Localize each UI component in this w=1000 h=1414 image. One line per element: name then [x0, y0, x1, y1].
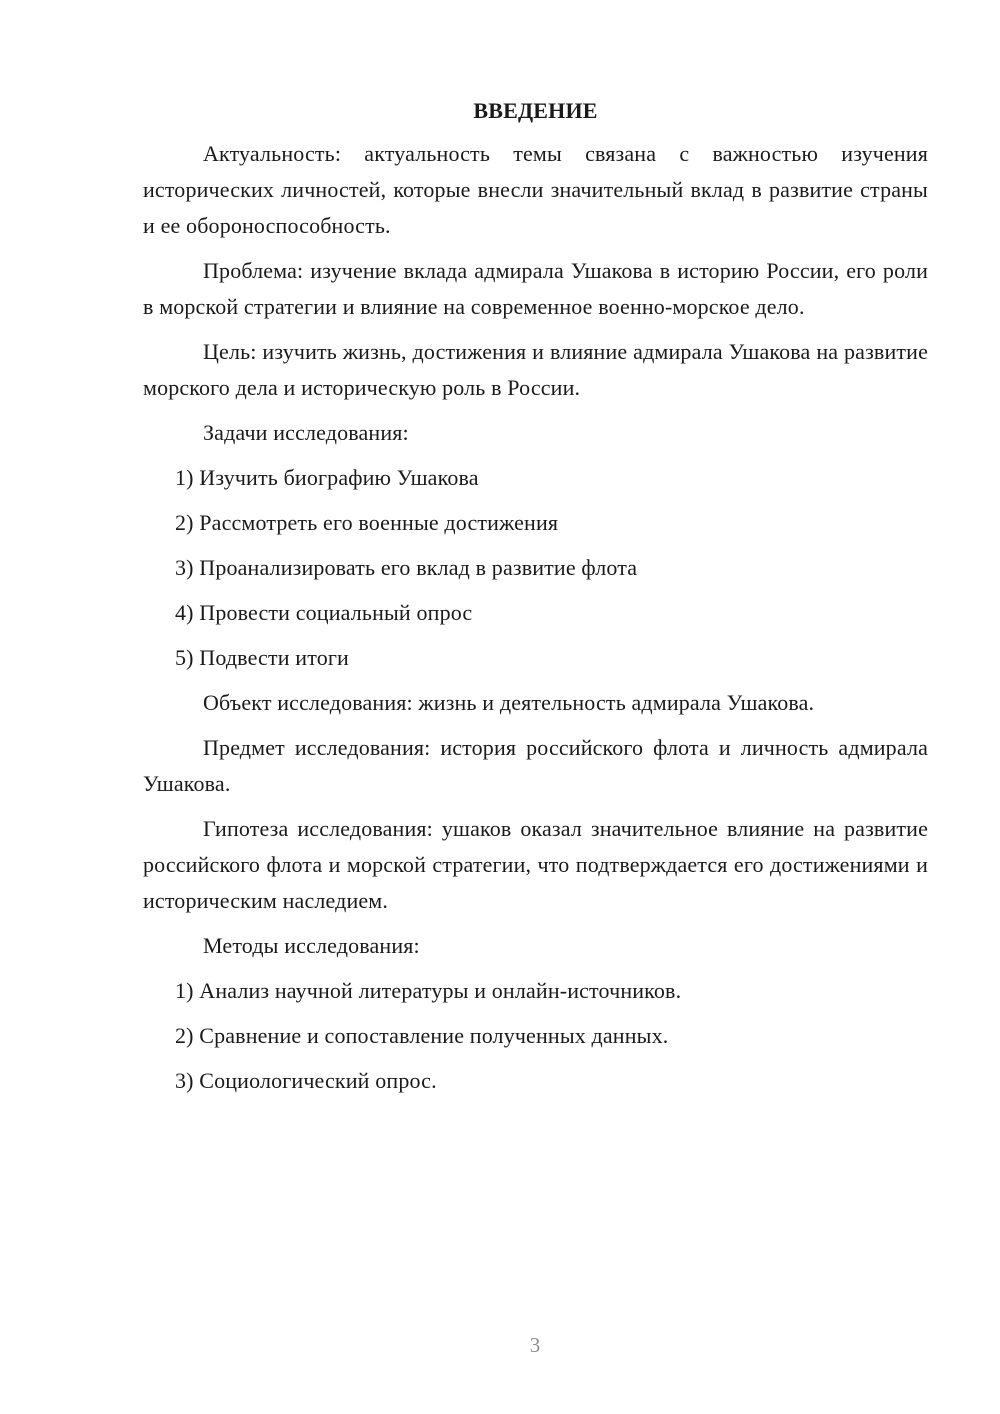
methods-heading: Методы исследования:	[203, 933, 420, 958]
tasks-heading: Задачи исследования:	[203, 420, 409, 445]
methods-list	[143, 973, 928, 1099]
goal-paragraph: Цель: изучить жизнь, достижения и влияние адмирала Ушакова на развитие морского дела и историческую роль в России.	[143, 339, 928, 400]
list-item: 4) Провести социальный опрос	[175, 600, 473, 625]
tasks-list	[143, 460, 928, 676]
problem-paragraph: Проблема: изучение вклада адмирала Ушакова в историю России, его роли в морской стратегии и влияние на современное военно-морское дело.	[143, 258, 928, 319]
list-item: 1) Изучить биографию Ушакова	[175, 465, 479, 490]
list-item: 1) Анализ научной литературы и онлайн-источников.	[175, 978, 682, 1003]
list-item: 3) Проанализировать его вклад в развитие флота	[175, 555, 638, 580]
document-page	[143, 96, 928, 1108]
relevance-paragraph: Актуальность: актуальность темы связана с важностью изучения исторических личностей, которые внесли значительный вклад в развитие страны и ее обороноспособность.	[143, 141, 928, 238]
list-item: 3) Социологический опрос.	[175, 1068, 437, 1093]
list-item: 5) Подвести итоги	[175, 645, 349, 670]
object-paragraph: Объект исследования: жизнь и деятельность адмирала Ушакова.	[203, 690, 815, 715]
list-item: 2) Рассмотреть его военные достижения	[175, 510, 559, 535]
page-number: 3	[529, 1333, 541, 1357]
section-title: ВВЕДЕНИЕ	[473, 98, 598, 123]
list-item: 2) Сравнение и сопоставление полученных данных.	[175, 1023, 669, 1048]
hypothesis-paragraph: Гипотеза исследования: ушаков оказал значительное влияние на развитие российского флота и морской стратегии, что подтверждается его достижениями и историческим наследием.	[143, 816, 928, 913]
subject-paragraph: Предмет исследования: история российского флота и личность адмирала Ушакова.	[143, 735, 928, 796]
